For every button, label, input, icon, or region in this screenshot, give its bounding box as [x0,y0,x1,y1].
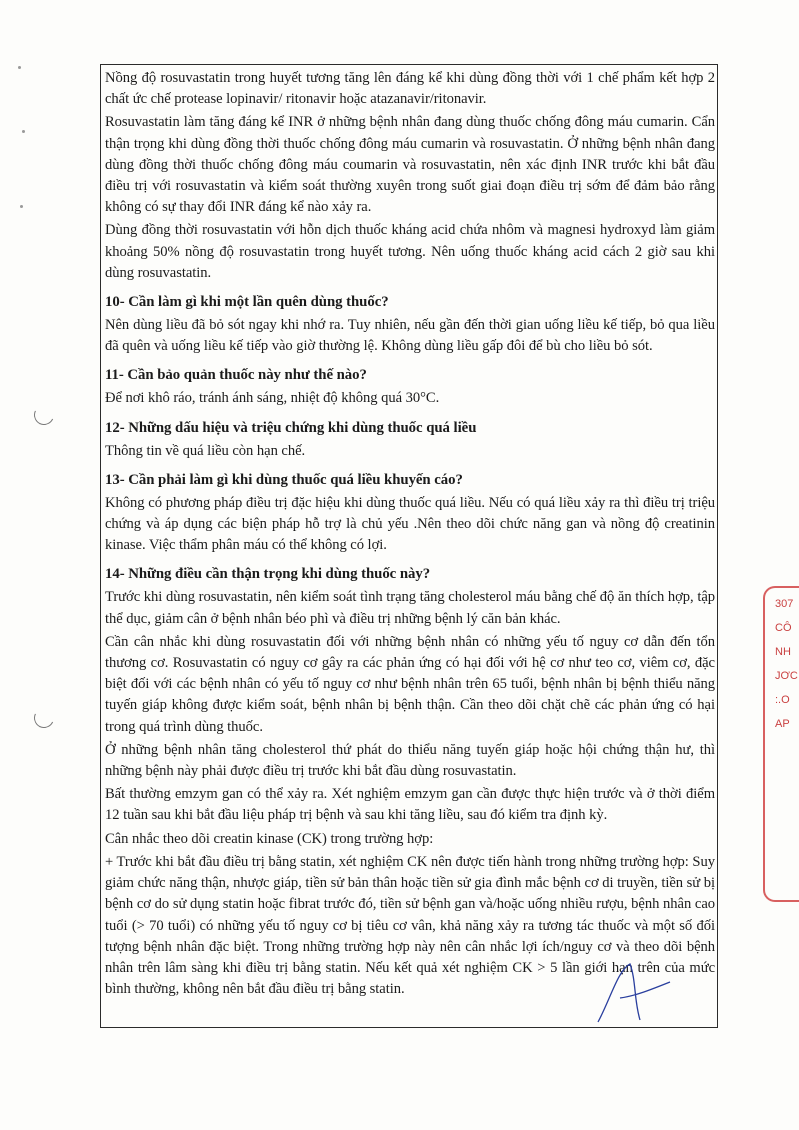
punch-hole-mark [31,402,57,428]
handwritten-signature-mark [590,960,680,1030]
paragraph: + Trước khi bắt đầu điều trị bằng statin, xét nghiệm CK nên được tiến hành trong những trường hợp: Suy giảm chức năng thận, nhược giáp, tiền sử bản thân hoặc tiền sử gia đình mắc bệnh cơ di truyền, tiền sử bị bệnh cơ do sử dụng statin hoặc fibrat trước đó, tiền sử bệnh gan và/hoặc uống nhiều rượu, bệnh nhân cao tuổi (> 70 tuổi) có những yếu tố nguy cơ bị tiêu cơ vân, khả năng xảy ra tương tác thuốc và một số đối tượng bệnh nhân đặc biệt. Trong những trường hợp này nên cân nhắc lợi ích/nguy cơ và theo dõi bệnh nhân trên lâm sàng khi điều trị bằng statin. Nếu kết quả xét nghiệm CK > 5 lần giới hạn trên của mức bình thường, không nên bắt đầu điều trị bằng statin. [105,853,715,998]
section-heading-10: 10- Cần làm gì khi một lần quên dùng thuốc? [105,294,389,311]
document-body [105,68,715,1002]
stamp-text: :.O [775,694,790,706]
stamp-text: NH [775,646,791,658]
section-body-12: Thông tin về quá liều còn hạn chế. [105,442,306,459]
red-stamp-fragment [763,586,799,902]
section-heading-12: 12- Những dấu hiệu và triệu chứng khi dùng thuốc quá liều [105,419,477,436]
section-heading-14: 14- Những điều cần thận trọng khi dùng thuốc này? [105,566,431,583]
paragraph: Rosuvastatin làm tăng đáng kể INR ở những bệnh nhân đang dùng thuốc chống đông máu cumarin. Cẩn thận trọng khi dùng đồng thời thuốc chống đông máu cumarin và rosuvastatin. Ở những bệnh nhân đang dùng đồng thời thuốc chống đông máu coumarin và rosuvastatin, nên xác định INR trước khi bắt đầu điều trị với rosuvastatin và kiểm soát thường xuyên trong suốt giai đoạn điều trị sớm để đảm bảo rằng không có sự thay đổi INR đáng kể nào xảy ra. [105,114,715,216]
stamp-text: JƠC [775,670,798,682]
stamp-text: 307 [775,598,794,610]
stamp-text: CÔ [775,622,792,634]
paragraph: Ở những bệnh nhân tăng cholesterol thứ phát do thiểu năng tuyến giáp hoặc hội chứng thận hư, thì những bệnh này phải được điều trị trước khi bắt đầu dùng rosuvastatin. [105,741,715,780]
scan-speck [18,66,21,69]
paragraph: Cân nhắc theo dõi creatin kinase (CK) trong trường hợp: [105,830,434,847]
scan-speck [22,130,25,133]
paragraph: Bất thường emzym gan có thể xảy ra. Xét nghiệm emzym gan cần được thực hiện trước và ở thời điểm 12 tuần sau khi bắt đầu liệu pháp trị bệnh và sau khi tăng liều, sau đó kiểm tra định kỳ. [105,786,715,824]
paragraph: Nồng độ rosuvastatin trong huyết tương tăng lên đáng kể khi dùng đồng thời với 1 chế phẩm kết hợp 2 chất ức chế protease lopinavir/ ritonavir hoặc atazanavir/ritonavir. [105,70,715,108]
paragraph: Cần cân nhắc khi dùng rosuvastatin đối với những bệnh nhân có những yếu tố nguy cơ dẫn đến tổn thương cơ. Rosuvastatin có nguy cơ gây ra các phản ứng có hại đối với hệ cơ như teo cơ, viêm cơ, đặc biệt đối với các bệnh nhân có yếu tố nguy cơ như bệnh nhân trên 65 tuổi, bệnh nhân bị bệnh thiểu năng tuyến giáp không được kiểm soát, bệnh nhân bị bệnh thận. Cần theo dõi chặt chẽ các phản ứng có hại trong quá trình dùng thuốc. [105,633,715,735]
scan-speck [20,205,23,208]
section-body-10: Nên dùng liều đã bỏ sót ngay khi nhớ ra. Tuy nhiên, nếu gần đến thời gian uống liều kế tiếp, bỏ qua liều đã quên và uống liều kế tiếp vào giờ thường lệ. Không dùng liều gấp đôi để bù cho liều bỏ sót. [105,317,715,355]
stamp-text: AP [775,718,790,730]
section-heading-11: 11- Cần bảo quản thuốc này như thế nào? [105,367,367,384]
section-body-11: Để nơi khô ráo, tránh ánh sáng, nhiệt độ không quá 30°C. [105,390,440,407]
paragraph: Trước khi dùng rosuvastatin, nên kiểm soát tình trạng tăng cholesterol máu bằng chế độ ăn thích hợp, tập thể dục, giảm cân ở bệnh nhân béo phì và điều trị những bệnh lý căn bản khác. [105,589,715,627]
punch-hole-mark [31,705,57,731]
section-heading-13: 13- Cần phải làm gì khi dùng thuốc quá liều khuyến cáo? [105,471,463,488]
section-body-13: Không có phương pháp điều trị đặc hiệu khi dùng thuốc quá liều. Nếu có quá liều xảy ra thì điều trị triệu chứng và áp dụng các biện pháp hỗ trợ là chủ yếu .Nên theo dõi chức năng gan và nồng độ creatinin kinase. Việc thẩm phân máu có thể không có lợi. [105,494,715,554]
paragraph: Dùng đồng thời rosuvastatin với hỗn dịch thuốc kháng acid chứa nhôm và magnesi hydroxyd làm giảm khoảng 50% nồng độ rosuvastatin trong huyết tương. Nên uống thuốc kháng acid cách 2 giờ sau khi dùng rosuvastatin. [105,222,715,281]
